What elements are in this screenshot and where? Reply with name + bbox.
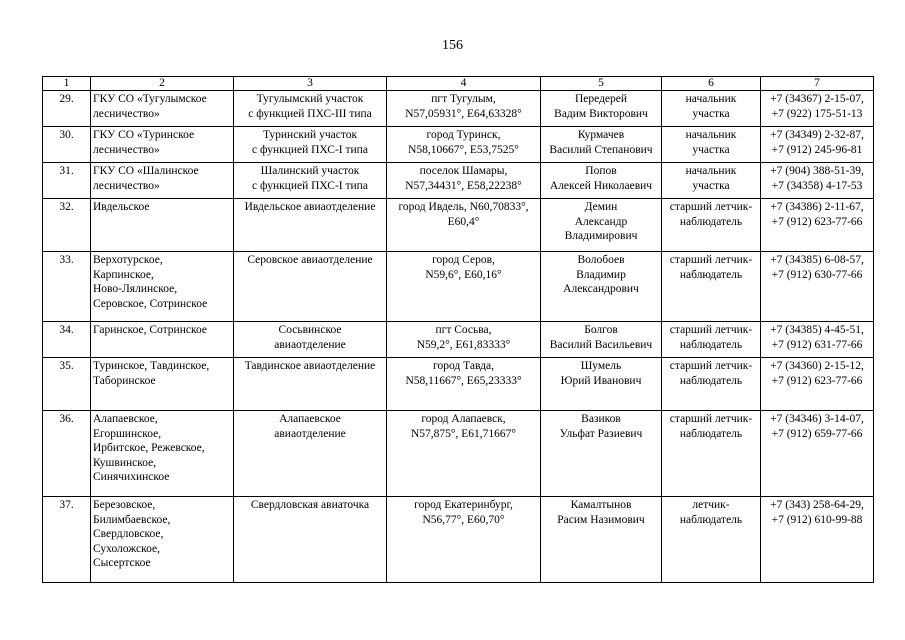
cell-line: Курмачев [577, 129, 625, 141]
cell-line: старший летчик- [669, 324, 753, 336]
location-cell [387, 252, 541, 322]
cell-line: Владимир [576, 268, 626, 281]
responsible-person-cell [541, 163, 662, 199]
cell-line: Вазиков [581, 413, 621, 425]
cell-line: Алапаевское [279, 413, 341, 425]
table-row [43, 199, 874, 252]
table-row [43, 322, 874, 358]
position-cell [662, 127, 761, 163]
location-cell [387, 497, 541, 583]
cell-line: Билимбаевское, [93, 513, 171, 526]
column-number-header: 7 [761, 77, 874, 91]
cell-line: Туринское, Тавдинское, [93, 360, 210, 372]
phone-cell [761, 252, 874, 322]
cell-line: авиаотделение [274, 427, 346, 440]
forestry-cell [91, 199, 234, 252]
responsible-person-cell [541, 91, 662, 127]
cell-line: город Ивдель, N60,70833°, [398, 201, 529, 213]
cell-line: Шалинский участок [260, 165, 360, 177]
unit-cell [234, 163, 387, 199]
cell-line: +7 (912) 659-77-66 [771, 427, 863, 440]
cell-line: +7 (34386) 2-11-67, [770, 201, 864, 213]
cell-line: город Тавда, [433, 360, 494, 372]
position-cell [662, 411, 761, 497]
cell-line: +7 (912) 623-77-66 [771, 215, 863, 228]
row-number-cell: 36. [43, 411, 91, 497]
position-cell [662, 358, 761, 411]
cell-line: Передерей [574, 93, 628, 105]
cell-line: поселок Шамары, [419, 165, 508, 177]
forestry-cell [91, 497, 234, 583]
position-cell [662, 497, 761, 583]
cell-line: Ирбитское, Режевское, [93, 442, 205, 454]
cell-line: +7 (34385) 6-08-57, [770, 254, 864, 266]
cell-line: с функцией ПХС-I типа [252, 179, 368, 192]
cell-line: Синячихинское [93, 471, 170, 483]
cell-line: начальник [685, 165, 737, 177]
cell-line: Сухоложское, [93, 542, 160, 555]
cell-line: Василий Васильевич [549, 338, 653, 351]
unit-cell [234, 322, 387, 358]
row-number-cell: 32. [43, 199, 91, 252]
column-number-header: 1 [43, 77, 91, 91]
cell-line: Туринский участок [262, 129, 358, 141]
responsible-person-cell [541, 358, 662, 411]
table-header-row [43, 77, 874, 91]
responsible-person-cell [541, 252, 662, 322]
cell-line: +7 (34349) 2-32-87, [770, 129, 864, 141]
phone-cell [761, 358, 874, 411]
cell-line: Демин [584, 201, 618, 213]
phone-cell [761, 497, 874, 583]
cell-line: лесничество» [93, 143, 160, 156]
forestry-cell [91, 252, 234, 322]
cell-line: авиаотделение [274, 338, 346, 351]
responsible-person-cell [541, 497, 662, 583]
cell-line: город Екатеринбург, [414, 499, 513, 511]
row-number-cell: 34. [43, 322, 91, 358]
cell-line: пгт Сосьва, [435, 324, 492, 336]
cell-line: старший летчик- [669, 201, 753, 213]
cell-line: старший летчик- [669, 254, 753, 266]
cell-line: Алексей Николаевич [549, 179, 653, 192]
cell-line: лесничество» [93, 179, 160, 192]
column-number-header: 5 [541, 77, 662, 91]
phone-cell [761, 199, 874, 252]
cell-line: N58,11667°, E65,23333° [405, 374, 522, 387]
cell-line: Расим Назимович [557, 513, 645, 526]
position-cell [662, 163, 761, 199]
cell-line: Ивдельское [93, 201, 150, 213]
cell-line: начальник [685, 129, 737, 141]
cell-line: ГКУ СО «Тугулымское [93, 93, 207, 105]
cell-line: Гаринское, Сотринское [93, 324, 207, 336]
table-row [43, 358, 874, 411]
table-row [43, 127, 874, 163]
cell-line: +7 (34385) 4-45-51, [770, 324, 864, 336]
cell-line: E60,4° [447, 215, 480, 228]
cell-line: Вадим Викторович [554, 107, 648, 120]
cell-line: Алапаевское, [93, 413, 158, 425]
cell-line: Волобоев [577, 254, 625, 266]
cell-line: +7 (343) 258-64-29, [770, 499, 864, 511]
cell-line: наблюдатель [679, 338, 743, 351]
cell-line: Александр [574, 215, 628, 228]
table-row [43, 411, 874, 497]
cell-line: Свердловское, [93, 528, 164, 540]
cell-line: N59,2°, E61,83333° [416, 338, 511, 351]
cell-line: Камалтынов [570, 499, 632, 511]
cell-line: Ново-Лялинское, [93, 283, 178, 295]
cell-line: пгт Тугулым, [431, 93, 496, 105]
cell-line: N57,34431°, E58,22238° [405, 179, 522, 192]
cell-line: Владимирович [564, 230, 638, 242]
cell-line: город Серов, [432, 254, 495, 266]
cell-line: с функцией ПХС-I типа [252, 143, 368, 156]
row-number-cell: 37. [43, 497, 91, 583]
row-number-cell: 35. [43, 358, 91, 411]
row-number-cell: 30. [43, 127, 91, 163]
cell-line: +7 (912) 623-77-66 [771, 374, 863, 387]
cell-line: +7 (34346) 3-14-07, [770, 413, 864, 425]
forestry-cell [91, 358, 234, 411]
cell-line: старший летчик- [669, 413, 753, 425]
responsible-person-cell [541, 411, 662, 497]
data-table [42, 76, 874, 583]
cell-line: Василий Степанович [549, 143, 653, 156]
forestry-cell [91, 127, 234, 163]
cell-line: ГКУ СО «Шалинское [93, 165, 199, 177]
phone-cell [761, 127, 874, 163]
cell-line: Серовское авиаотделение [247, 254, 373, 266]
column-number-header: 3 [234, 77, 387, 91]
cell-line: N59,6°, E60,16° [425, 268, 502, 281]
cell-line: +7 (912) 631-77-66 [771, 338, 863, 351]
cell-line: +7 (34367) 2-15-07, [770, 93, 864, 105]
position-cell [662, 252, 761, 322]
cell-line: N56,77°, E60,70° [422, 513, 505, 526]
unit-cell [234, 497, 387, 583]
unit-cell [234, 91, 387, 127]
cell-line: Сосьвинское [278, 324, 342, 336]
cell-line: начальник [685, 93, 737, 105]
forestry-cell [91, 163, 234, 199]
page-number: 156 [442, 38, 463, 53]
responsible-person-cell [541, 127, 662, 163]
location-cell [387, 91, 541, 127]
cell-line: лесничество» [93, 107, 160, 120]
cell-line: Сысертское [93, 557, 151, 569]
cell-line: Ульфат Разиевич [559, 427, 643, 440]
column-number-header: 6 [662, 77, 761, 91]
position-cell [662, 322, 761, 358]
cell-line: +7 (34360) 2-15-12, [770, 360, 864, 372]
cell-line: город Туринск, [426, 129, 501, 141]
cell-line: Попов [585, 165, 617, 177]
location-cell [387, 358, 541, 411]
cell-line: Юрий Иванович [560, 374, 642, 387]
cell-line: +7 (912) 630-77-66 [771, 268, 863, 281]
cell-line: летчик- [692, 499, 730, 511]
cell-line: наблюдатель [679, 374, 743, 387]
cell-line: Тавдинское авиаотделение [244, 360, 376, 372]
row-number-cell: 33. [43, 252, 91, 322]
cell-line: Ивдельское авиаотделение [244, 201, 376, 213]
cell-line: город Алапаевск, [421, 413, 506, 425]
cell-line: +7 (912) 245-96-81 [771, 143, 863, 156]
column-number-header: 4 [387, 77, 541, 91]
cell-line: наблюдатель [679, 427, 743, 440]
position-cell [662, 199, 761, 252]
phone-cell [761, 322, 874, 358]
forestry-cell [91, 322, 234, 358]
cell-line: Болгов [584, 324, 618, 336]
cell-line: +7 (904) 388-51-39, [770, 165, 864, 177]
cell-line: Тугулымский участок [256, 93, 364, 105]
table-row [43, 252, 874, 322]
cell-line: +7 (912) 610-99-88 [771, 513, 863, 526]
location-cell [387, 411, 541, 497]
row-number-cell: 31. [43, 163, 91, 199]
cell-line: наблюдатель [679, 268, 743, 281]
table-row [43, 163, 874, 199]
cell-line: Серовское, Сотринское [93, 297, 208, 310]
forestry-cell [91, 411, 234, 497]
cell-line: N57,875°, E61,71667° [410, 427, 517, 440]
cell-line: Шумель [580, 360, 622, 372]
table-row [43, 91, 874, 127]
phone-cell [761, 411, 874, 497]
responsible-person-cell [541, 199, 662, 252]
cell-line: ГКУ СО «Туринское [93, 129, 195, 141]
cell-line: Егоршинское, [93, 427, 162, 440]
location-cell [387, 322, 541, 358]
location-cell [387, 163, 541, 199]
cell-line: участка [692, 179, 730, 192]
row-number-cell: 29. [43, 91, 91, 127]
cell-line: N58,10667°, E53,7525° [408, 143, 519, 156]
unit-cell [234, 127, 387, 163]
cell-line: Таборинское [93, 374, 156, 387]
unit-cell [234, 199, 387, 252]
cell-line: Карпинское, [93, 268, 154, 281]
cell-line: Верхотурское, [93, 254, 163, 266]
phone-cell [761, 163, 874, 199]
cell-line: участка [692, 107, 730, 120]
cell-line: +7 (34358) 4-17-53 [771, 179, 863, 192]
cell-line: N57,05931°, E64,63328° [405, 107, 522, 120]
location-cell [387, 127, 541, 163]
position-cell [662, 91, 761, 127]
cell-line: Александрович [563, 283, 639, 295]
cell-line: +7 (922) 175-51-13 [771, 107, 863, 120]
cell-line: участка [692, 143, 730, 156]
unit-cell [234, 358, 387, 411]
cell-line: наблюдатель [679, 215, 743, 228]
responsible-person-cell [541, 322, 662, 358]
cell-line: наблюдатель [679, 513, 743, 526]
table-row [43, 497, 874, 583]
unit-cell [234, 252, 387, 322]
cell-line: старший летчик- [669, 360, 753, 372]
location-cell [387, 199, 541, 252]
column-number-header: 2 [91, 77, 234, 91]
phone-cell [761, 91, 874, 127]
cell-line: Свердловская авиаточка [250, 499, 370, 511]
unit-cell [234, 411, 387, 497]
cell-line: Кушвинское, [93, 456, 157, 469]
cell-line: Березовское, [93, 499, 156, 511]
cell-line: с функцией ПХС-III типа [248, 107, 372, 120]
forestry-cell [91, 91, 234, 127]
